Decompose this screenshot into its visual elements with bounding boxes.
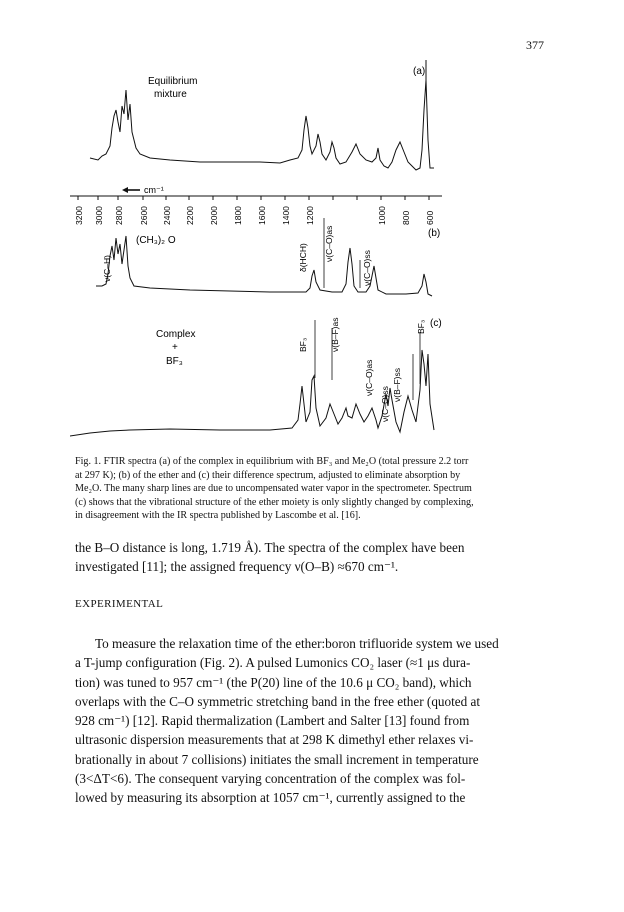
- caption-line: Fig. 1. FTIR spectra (a) of the complex in equilibrium with BF₃ and Me₂O (total pressure 2.2 torr: [75, 456, 469, 467]
- annotation-c-co-antisym: ν(C–O)as: [364, 359, 374, 396]
- axis-tick-labels: [74, 206, 435, 225]
- panel-c-label-line2: +: [172, 342, 178, 353]
- axis-arrowhead: [122, 187, 128, 193]
- tick-1400: 1400: [281, 206, 291, 225]
- body-line: brationally in about 7 collisions) initiates the small increment in temperature: [75, 751, 479, 767]
- figure-caption: [75, 455, 547, 523]
- annotation-b-co-sym: ν(C–O)ss: [362, 250, 372, 286]
- tick-1200: 1200: [305, 206, 315, 225]
- panel-b-tag: (b): [428, 228, 441, 239]
- axis-unit-label: cm⁻¹: [144, 185, 164, 195]
- tick-2200: 2200: [185, 206, 195, 225]
- panel-c-label-line1: Complex: [156, 329, 196, 340]
- tick-2400: 2400: [162, 206, 172, 225]
- annotation-c-bf-sym: ν(B–F)ss: [392, 368, 402, 402]
- ftir-spectra-figure: [70, 50, 546, 450]
- tick-3200: 3200: [74, 206, 84, 225]
- spectrum-a-trace: [90, 80, 434, 170]
- caption-line: at 297 K); (b) of the ether and (c) their difference spectrum, adjusted to eliminate absorption by: [75, 469, 461, 481]
- annotation-b-co-antisym: ν(C–O)as: [324, 225, 334, 262]
- tick-2000: 2000: [209, 206, 219, 225]
- panel-a-label-line1: Equilibrium: [148, 76, 198, 87]
- experimental-paragraph: [75, 634, 547, 808]
- panel-c-label-line3: BF₃: [166, 356, 183, 367]
- annotation-b-hch-deformation: δ(HCH): [298, 243, 308, 272]
- panel-b-label: (CH₃)₂ O: [136, 235, 176, 246]
- panel-c-tag: (c): [430, 318, 442, 329]
- annotation-c-bf3-left: BF₃: [298, 337, 308, 352]
- tick-800: 800: [401, 210, 411, 225]
- tick-2800: 2800: [114, 206, 124, 225]
- annotation-b-ch-stretch: ν(C–H): [102, 255, 112, 282]
- body-line: To measure the relaxation time of the ether:boron trifluoride system we used: [95, 636, 499, 651]
- spectra-plot: [70, 50, 546, 450]
- section-heading: EXPERIMENTAL: [75, 598, 164, 610]
- tick-1600: 1600: [257, 206, 267, 225]
- body-line: lowed by measuring its absorption at 1057 cm⁻¹, currently assigned to the: [75, 790, 466, 806]
- wavenumber-axis: [70, 196, 442, 200]
- page-number: 377: [526, 38, 544, 52]
- tick-1000: 1000: [377, 206, 387, 225]
- panel-a-tag: (a): [413, 66, 426, 77]
- caption-line: in disagreement with the IR spectra published by Lascombe et al. [16].: [75, 510, 361, 522]
- panel-c-annotations: [298, 318, 426, 422]
- intro-line: the B–O distance is long, 1.719 Å). The spectra of the complex have been: [75, 540, 465, 555]
- panel-a-label-line2: mixture: [154, 89, 187, 100]
- panel-a: [90, 60, 434, 170]
- body-line: 928 cm⁻¹) [12]. Rapid thermalization (Lambert and Salter [13] found from: [75, 713, 470, 729]
- tick-600: 600: [425, 210, 435, 225]
- caption-line: (c) shows that the vibrational structure of the ether moiety is only slightly changed by complexing,: [75, 496, 474, 508]
- tick-3000: 3000: [94, 206, 104, 225]
- body-line: ultrasonic dispersion measurements that at 298 K dimethyl ether relaxes vi-: [75, 732, 474, 748]
- intro-line: investigated [11]; the assigned frequency ν(O–B) ≈670 cm⁻¹.: [75, 559, 399, 575]
- annotation-c-bf3-right: BF₃: [416, 319, 426, 334]
- body-line: tion) was tuned to 957 cm⁻¹ (the P(20) line of the 10.6 μ CO₂ band), which: [75, 674, 472, 690]
- panel-b: [96, 218, 432, 296]
- tick-2600: 2600: [139, 206, 149, 225]
- caption-line: Me₂O. The many sharp lines are due to uncompensated water vapor in the spectrometer. Spectrum: [75, 483, 472, 495]
- annotation-c-co-sym: ν(C–O)ss: [380, 386, 390, 422]
- annotation-c-bf-antisym: ν(B–F)as: [330, 317, 340, 352]
- body-line: a T-jump configuration (Fig. 2). A pulsed Lumonics CO₂ laser (≈1 μs dura-: [75, 655, 471, 671]
- body-line: overlaps with the C–O symmetric stretching band in the free ether (quoted at: [75, 693, 481, 709]
- tick-1800: 1800: [233, 206, 243, 225]
- intro-paragraph: [75, 538, 547, 577]
- body-line: (3<ΔT<6). The consequent varying concentration of the complex was fol-: [75, 771, 466, 787]
